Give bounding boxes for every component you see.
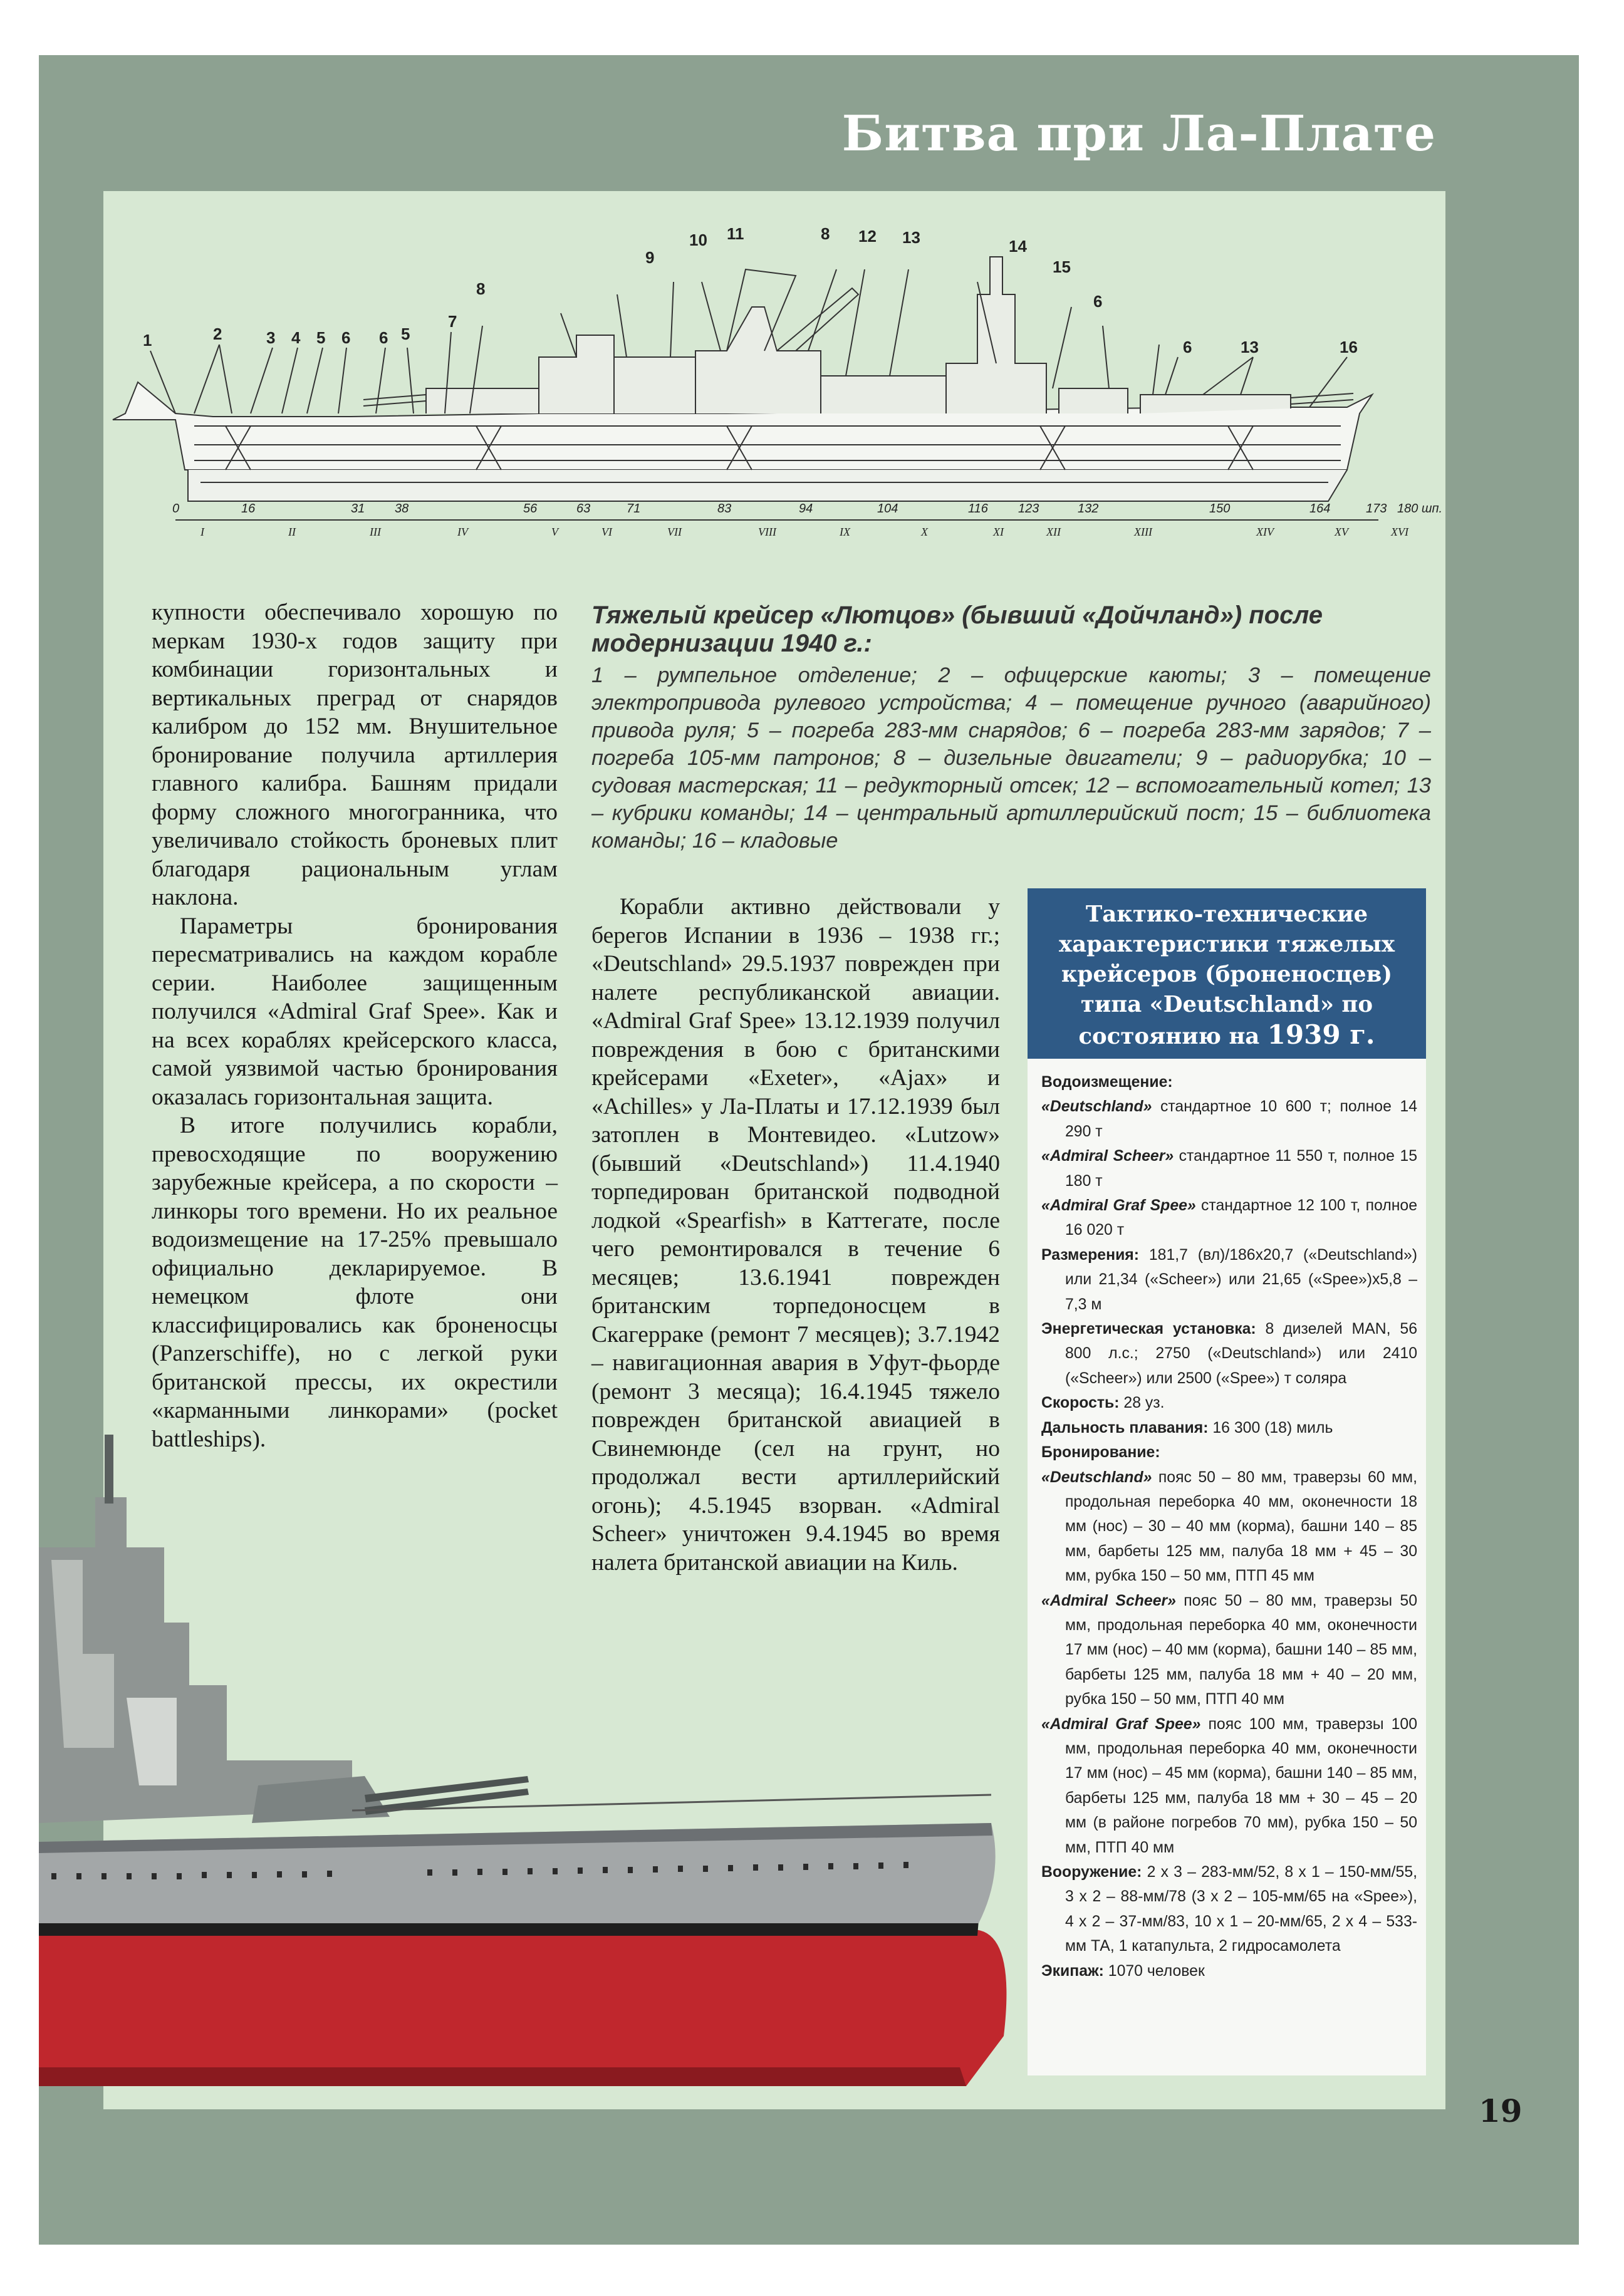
spec-label: Энергетическая установка:	[1041, 1321, 1256, 1338]
callout-label: 16	[1340, 338, 1358, 356]
spec-value: пояс 50 – 80 мм, траверзы 50 мм, продольная переборка 40 мм, оконечности 17 мм (нос) – 40 мм (корма), башни 140 – 85 мм, барбеты 125 мм, палуба 18 мм + 40 – 20 мм, рубка 150 – 50 мм, ПТП 40 мм	[1065, 1592, 1417, 1708]
frame-mark: 150	[1209, 502, 1231, 516]
spec-value: 8 дизелей MAN, 56 800 л.с.; 2750 («Deutschland») или 2410 («Scheer») или 2500 («Spee») т соляра	[1065, 1321, 1417, 1387]
ship-name: «Admiral Scheer»	[1041, 1592, 1176, 1609]
frame-mark: 38	[395, 502, 409, 516]
paragraph: купности обеспечивало хорошую по меркам 1930-х годов защиту при комбинации горизонтальных и вертикальных преград от снарядов калибром до 152 мм. Внушительное бронирование получила артиллерия главного калибра. Башням придали форму сложного многогранника, что увеличивало стойкость броневых плит благодаря рациональным углам наклона.	[152, 600, 558, 910]
callout-label: 6	[379, 328, 388, 347]
spec-row	[1041, 1860, 1417, 1959]
spec-body	[1041, 1070, 1417, 1983]
spec-row	[1041, 1416, 1417, 1440]
spec-row	[1041, 1589, 1417, 1712]
paragraph: Корабли активно действовали у берегов Испании в 1936 – 1938 гг.; «Deutschland» 29.5.1937 поврежден при налете республиканской авиации. «Admiral Graf Spee» 13.12.1939 получил повреждения в бою с британскими крейсерами «Exeter», «Ajax» и «Achilles» у Ла-Платы и 17.12.1939 был затоплен в Монтевидео. «Lutzow» (бывший «Deutschland») 11.4.1940 торпедирован британской подводной лодкой «Spearfish» в Каттегате, после чего ремонтировался в течение 6 месяцев; 13.6.1941 поврежден британским торпедоносцем в Скагерраке (ремонт 7 месяцев); 3.7.1942 – навигационная авария в Уфут-фьорде (ремонт 3 месяца); 16.4.1945 тяжело поврежден британской авиацией в Свинемюнде (сел на грунт, но продолжал вести артиллерийский огонь); 4.5.1945 взорван. «Admiral Scheer» уничтожен 9.4.1945 во время налета британской авиации на Киль.	[591, 894, 1000, 1576]
spec-title	[1028, 888, 1426, 1059]
spec-value: стандартное 12 100 т, полное 16 020 т	[1065, 1197, 1418, 1239]
ship-illustration	[39, 1435, 1016, 2105]
spec-title-year: 1939 г.	[1267, 1019, 1375, 1050]
callout-label: 1	[143, 331, 152, 350]
callout-label: 8	[476, 279, 486, 298]
callout-label: 3	[266, 328, 276, 347]
spec-value: стандартное 11 550 т, полное 15 180 т	[1065, 1148, 1417, 1190]
compartment-mark: XV	[1335, 526, 1348, 538]
callout-label: 12	[858, 227, 877, 246]
spec-label: Скорость:	[1041, 1395, 1120, 1412]
spec-value: пояс 50 – 80 мм, траверзы 60 мм, продольная переборка 40 мм, оконечности 18 мм (нос) – 30 – 40 мм (корма), башни 140 – 85 мм, барбеты 125 мм, палуба 18 мм + 45 – 30 мм, рубка 150 – 50 мм, ПТП 45 мм	[1065, 1468, 1417, 1585]
ship-name: «Admiral Graf Spee»	[1041, 1197, 1196, 1215]
frame-mark: 71	[627, 502, 641, 516]
spec-label: Размерения:	[1041, 1246, 1140, 1264]
spec-label: Водоизмещение:	[1041, 1074, 1173, 1091]
callout-label: 7	[448, 312, 457, 331]
callout-label: 9	[645, 248, 655, 267]
spec-value: 2 х 3 – 283-мм/52, 8 х 1 – 150-мм/55, 3 х 2 – 88-мм/78 (3 х 2 – 105-мм/65 на «Spee»), 4 х 2 – 37-мм/83, 10 х 1 – 20-мм/65, 2 х 4 – 533-мм ТА, 1 катапульта, 2 гидросамолета	[1065, 1864, 1417, 1955]
spec-label: Дальность плавания:	[1041, 1419, 1209, 1436]
spec-row	[1041, 1144, 1417, 1193]
spec-row	[1041, 1094, 1417, 1144]
ship-name: «Admiral Scheer»	[1041, 1148, 1174, 1165]
spec-title-line: характеристики тяжелых	[1058, 932, 1395, 957]
ship-section-diagram	[100, 207, 1466, 583]
compartment-mark: V	[551, 526, 558, 538]
paragraph: В итоге получились корабли, превосходящие по вооружению зарубежные крейсера, а по скорости – линкоры того времени. Но их реальное водоизмещение на 17-25% превышало официально декларируемое. В немецком флоте они классифицировались как броненосцы (Panzerschiffe), но с легкой руки британской прессы, их окрестили «карманными линкорами» (pocket battleships).	[152, 1113, 558, 1452]
frame-mark: 173	[1366, 502, 1387, 516]
spec-row	[1041, 1193, 1417, 1243]
spec-value: 16 300 (18) миль	[1208, 1419, 1333, 1436]
compartment-mark: I	[200, 526, 204, 538]
callout-label: 5	[316, 328, 326, 347]
frame-mark: 180 шп.	[1397, 502, 1443, 516]
compartment-mark: II	[288, 526, 296, 538]
frame-mark: 63	[576, 502, 591, 516]
compartment-mark: IV	[457, 526, 468, 538]
frame-mark: 116	[968, 502, 988, 516]
callout-label: 13	[902, 228, 920, 247]
spec-value: пояс 100 мм, траверзы 100 мм, продольная переборка 40 мм, оконечности 17 мм (нос) – 45 мм (корма), башни 140 – 85 мм, барбеты 125 мм, палуба 18 мм + 30 – 45 – 20 мм (в районе погребов 70 мм), рубка 150 – 50 мм, ПТП 40 мм	[1065, 1715, 1417, 1856]
callout-label: 8	[821, 224, 830, 243]
spec-title-line	[1028, 1020, 1426, 1052]
frame-mark: 0	[172, 502, 180, 516]
ship-name: «Deutschland»	[1041, 1098, 1152, 1116]
caption-text: 1 – румпельное отделение; 2 – офицерские каюты; 3 – помещение электропривода рулевого устройства; 4 – помещение ручного (аварийного) привода руля; 5 – погреба 283-мм снарядов; 6 – погреба 283-мм зарядов; 7 – погреба 105-мм патронов; 8 – дизельные двигатели; 9 – радиорубка; 10 – судовая мастерская; 11 – редукторный отсек; 12 – вспомогательный котел; 13 – кубрики команды; 14 – центральный артиллерийский пост; 15 – библиотека команды; 16 – кладовые	[591, 663, 1431, 853]
frame-mark: 83	[717, 502, 732, 516]
callout-label: 5	[401, 325, 410, 343]
callout-label: 13	[1241, 338, 1259, 356]
callout-label: 10	[689, 231, 707, 249]
spec-value: 181,7 (вл)/186х20,7 («Deutschland») или 21,34 («Scheer») или 21,65 («Spee»)х5,8 – 7,3 м	[1065, 1246, 1417, 1313]
spec-row	[1041, 1243, 1417, 1317]
spec-row	[1041, 1465, 1417, 1589]
spec-label: Экипаж:	[1041, 1962, 1104, 1980]
frame-mark: 123	[1018, 502, 1039, 516]
frame-mark: 164	[1309, 502, 1331, 516]
compartment-mark: VI	[601, 526, 612, 538]
page-number: 19	[1479, 2092, 1522, 2129]
compartment-mark: IX	[840, 526, 850, 538]
frame-mark: 94	[799, 502, 813, 516]
callout-label: 14	[1009, 237, 1027, 256]
spec-row	[1041, 1712, 1417, 1860]
frame-mark: 56	[523, 502, 538, 516]
article-left-column	[152, 598, 558, 1453]
compartment-mark: X	[921, 526, 928, 538]
page-title: Битва при Ла-Плате	[841, 105, 1436, 162]
spec-title-line: типа «Deutschland» по	[1080, 992, 1373, 1017]
spec-title-line: Тактико-технические	[1085, 901, 1368, 927]
frame-mark: 31	[351, 502, 365, 516]
callout-label: 6	[1183, 338, 1192, 356]
spec-label: Вооружение:	[1041, 1864, 1142, 1881]
callout-label: 15	[1053, 257, 1071, 276]
caption-title: Тяжелый крейсер «Лютцов» (бывший «Дойчланд») после модернизации 1940 г.:	[591, 601, 1323, 657]
ship-name: «Deutschland»	[1041, 1468, 1152, 1486]
frame-mark: 132	[1078, 502, 1099, 516]
compartment-mark: XIII	[1134, 526, 1152, 538]
spec-title-text: состоянию на	[1078, 1024, 1267, 1049]
paragraph: Параметры бронирования пересматривались на каждом корабле серии. Наиболее защищенным получился «Admiral Graf Spee». Как и на всех кораблях крейсерского класса, самой уязвимой частью бронирования оказалась горизонтальная защита.	[152, 913, 558, 1110]
compartment-mark: VIII	[758, 526, 776, 538]
spec-row	[1041, 1391, 1417, 1415]
spec-sidebar	[1028, 888, 1426, 2075]
compartment-mark: XVI	[1391, 526, 1408, 538]
frame-mark: 16	[241, 502, 256, 516]
spec-row	[1041, 1317, 1417, 1391]
callout-label: 2	[213, 325, 222, 343]
spec-row	[1041, 1959, 1417, 1983]
compartment-mark: III	[370, 526, 381, 538]
callout-label: 11	[727, 224, 744, 243]
spec-value: 1070 человек	[1103, 1962, 1205, 1980]
diagram-caption	[591, 601, 1431, 855]
compartment-mark: VII	[667, 526, 682, 538]
frame-mark: 104	[877, 502, 898, 516]
compartment-mark: XI	[993, 526, 1004, 538]
spec-value: стандартное 10 600 т; полное 14 290 т	[1065, 1098, 1417, 1140]
ship-name: «Admiral Graf Spee»	[1041, 1715, 1201, 1733]
spec-value: 28 уз.	[1119, 1395, 1165, 1412]
spec-label: Бронирование:	[1041, 1444, 1160, 1462]
compartment-mark: XIV	[1256, 526, 1274, 538]
callout-label: 4	[291, 328, 301, 347]
callout-label: 6	[341, 328, 351, 347]
callout-label: 6	[1093, 292, 1103, 311]
spec-title-line: крейсеров (броненосцев)	[1061, 962, 1393, 987]
compartment-mark: XII	[1046, 526, 1061, 538]
